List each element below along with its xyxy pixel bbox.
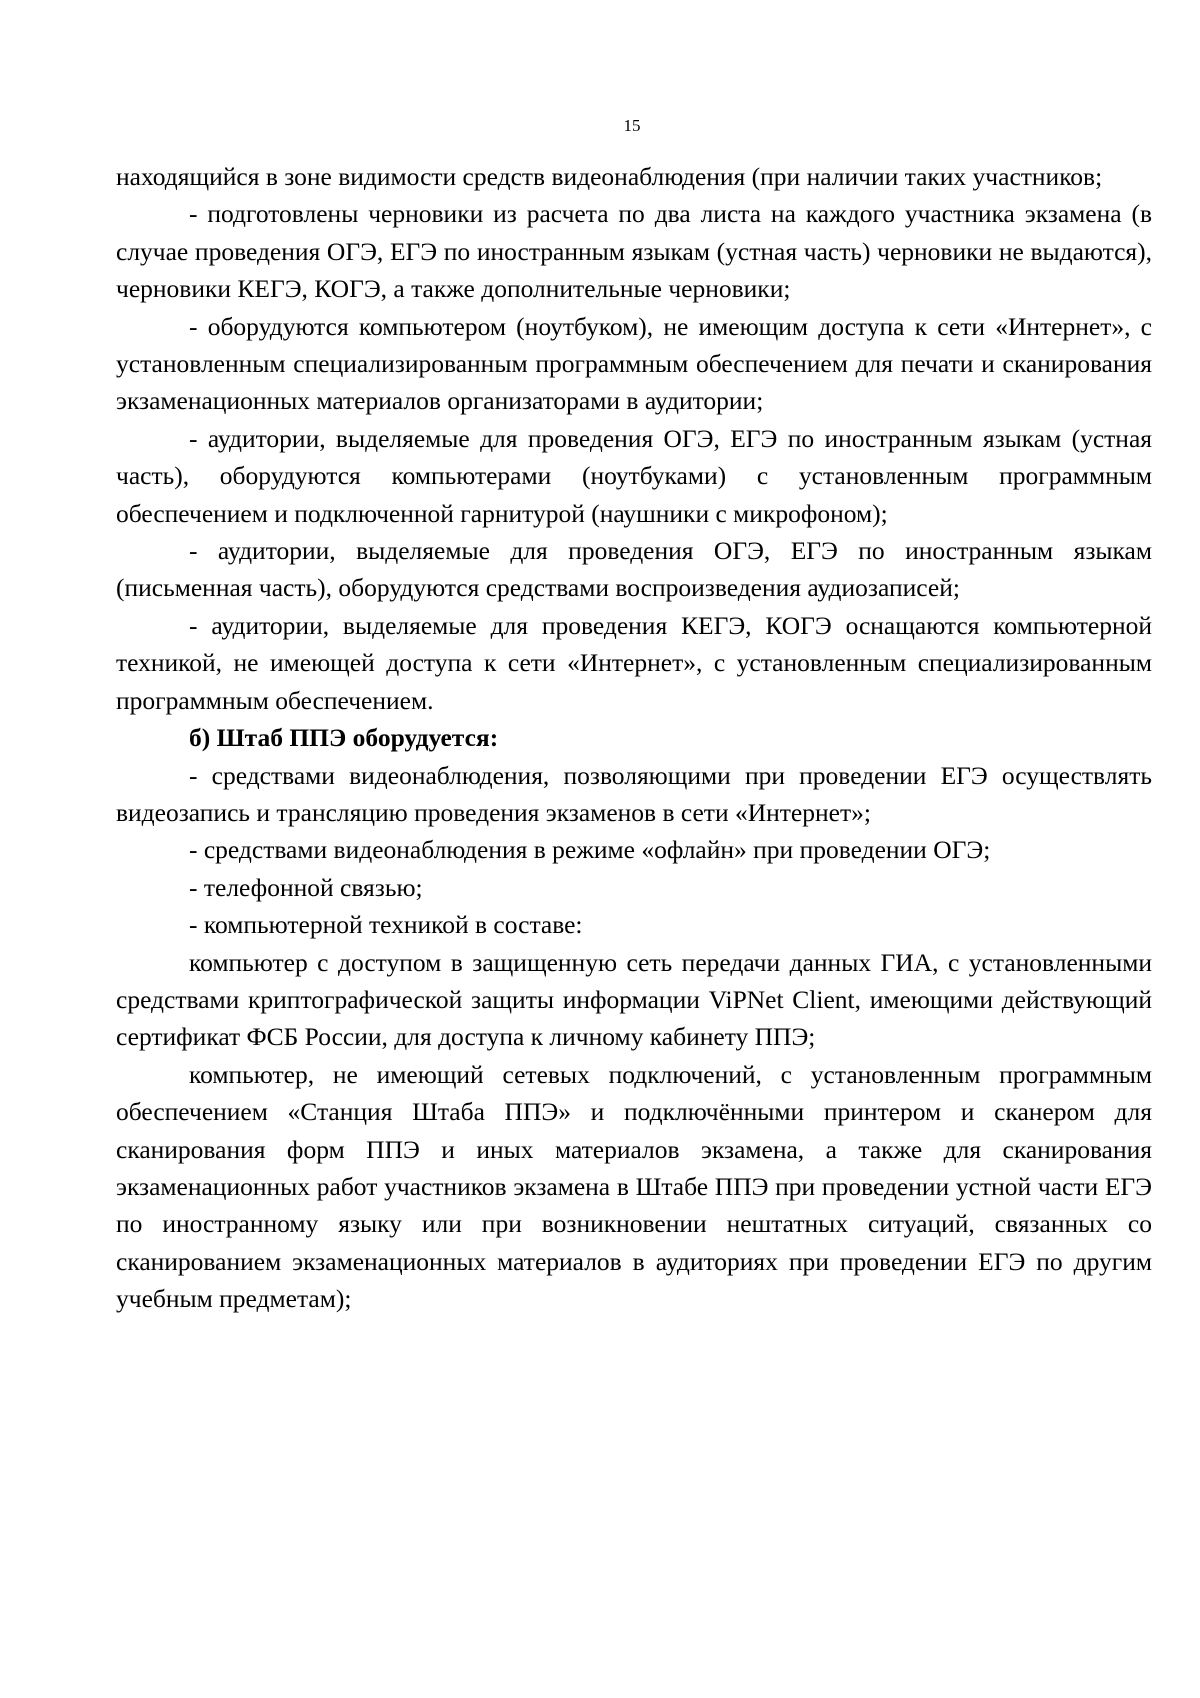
section-heading: б) Штаб ППЭ оборудуется: [189,723,499,753]
paragraph-continuation: находящийся в зоне видимости средств видеонаблюдения (при наличии таких участников; [116,162,1103,191]
list-item-computer: - оборудуются компьютером (ноутбуком), не имеющим доступа к сети «Интернет», с установленным специализированным программным обеспечением для печати и сканирования экзаменационных материалов организаторами в аудитории; [116,311,1152,416]
list-item-kege-rooms: - аудитории, выделяемые для проведения КЕГЭ, КОГЭ оснащаются компьютерной техникой, не имеющей доступа к сети «Интернет», с установленным специализированным программным обеспечением. [116,610,1152,715]
list-item-video-offline: - средствами видеонаблюдения в режиме «офлайн» при проведении ОГЭ; [189,835,991,865]
paragraph-computer-network: компьютер с доступом в защищенную сеть передачи данных ГИА, с установленными средствами криптографической защиты информации ViPNet Client, имеющими действующий сертификат ФСБ России, для доступа к личному кабинету ППЭ; [116,947,1152,1052]
list-item-oral-rooms: - аудитории, выделяемые для проведения ОГЭ, ЕГЭ по иностранным языкам (устная часть), оборудуются компьютерами (ноутбуками) с установленным программным обеспечением и подключенной гарнитурой (наушники с микрофоном); [116,423,1152,528]
list-item-written-rooms: - аудитории, выделяемые для проведения ОГЭ, ЕГЭ по иностранным языкам (письменная часть), оборудуются средствами воспроизведения аудиозаписей; [116,536,1152,603]
list-item-drafts: - подготовлены черновики из расчета по два листа на каждого участника экзамена (в случае проведения ОГЭ, ЕГЭ по иностранным языкам (устная часть) черновики не выдаются), черновики КЕГЭ, КОГЭ, а также дополнительные черновики; [116,199,1152,304]
document-body [116,158,1152,1318]
list-item-computers: - компьютерной техникой в составе: [189,910,583,940]
list-item-video-online: - средствами видеонаблюдения, позволяющими при проведении ЕГЭ осуществлять видеозапись и трансляцию проведения экзаменов в сети «Интернет»; [116,760,1152,827]
page-number: 15 [623,116,641,135]
list-item-phone: - телефонной связью; [189,872,423,902]
paragraph-computer-offline: компьютер, не имеющий сетевых подключений, с установленным программным обеспечением «Станция Штаба ППЭ» и подключёнными принтером и сканером для сканирования форм ППЭ и иных материалов экзамена, а также для сканирования экзаменационных работ участников экзамена в Штабе ППЭ при проведении устной части ЕГЭ по иностранному языку или при возникновении нештатных ситуаций, связанных со сканированием экзаменационных материалов в аудиториях при проведении ЕГЭ по другим учебным предметам); [116,1059,1152,1314]
